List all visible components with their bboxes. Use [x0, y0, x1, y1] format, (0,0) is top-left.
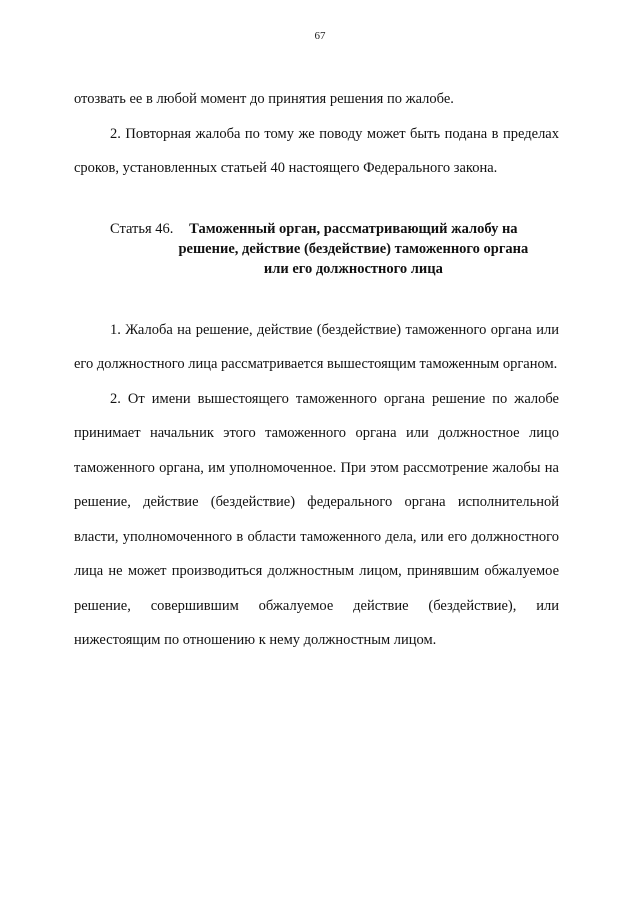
article-title-line: или его должностного лица: [263, 260, 443, 277]
paragraph-repeat-complaint: 2. Повторная жалоба по тому же поводу может быть подана в пределах сроков, установленных статьей 40 настоящего Федерального закона.: [74, 125, 559, 176]
page-number: 67: [314, 30, 326, 42]
article-title-line: Таможенный орган, рассматривающий жалобу на: [189, 220, 518, 237]
article-number: Статья 46.: [110, 220, 174, 237]
article-title: [178, 219, 528, 279]
document-body: [74, 82, 559, 658]
paragraph-continuation: отозвать ее в любой момент до принятия решения по жалобе.: [74, 91, 454, 107]
article-heading: [74, 219, 559, 279]
paragraph-point-1: 1. Жалоба на решение, действие (бездействие) таможенного органа или его должностного лица рассматривается вышестоящим таможенным органом.: [74, 321, 559, 372]
article-title-line: решение, действие (бездействие) таможенного органа: [178, 240, 529, 257]
paragraph-point-2: 2. От имени вышестоящего таможенного органа решение по жалобе принимает начальник этого таможенного органа или должностное лицо таможенного органа, им уполномоченное. При этом рассмотрение жалобы на решение, действие (бездействие) федерального органа исполнительной власти, уполномоченного в области таможенного дела, или его должностного лица не может производиться должностным лицом, принявшим обжалуемое решение, совершившим обжалуемое действие (бездействие), или нижестоящим по отношению к нему должностным лицом.: [74, 390, 559, 648]
